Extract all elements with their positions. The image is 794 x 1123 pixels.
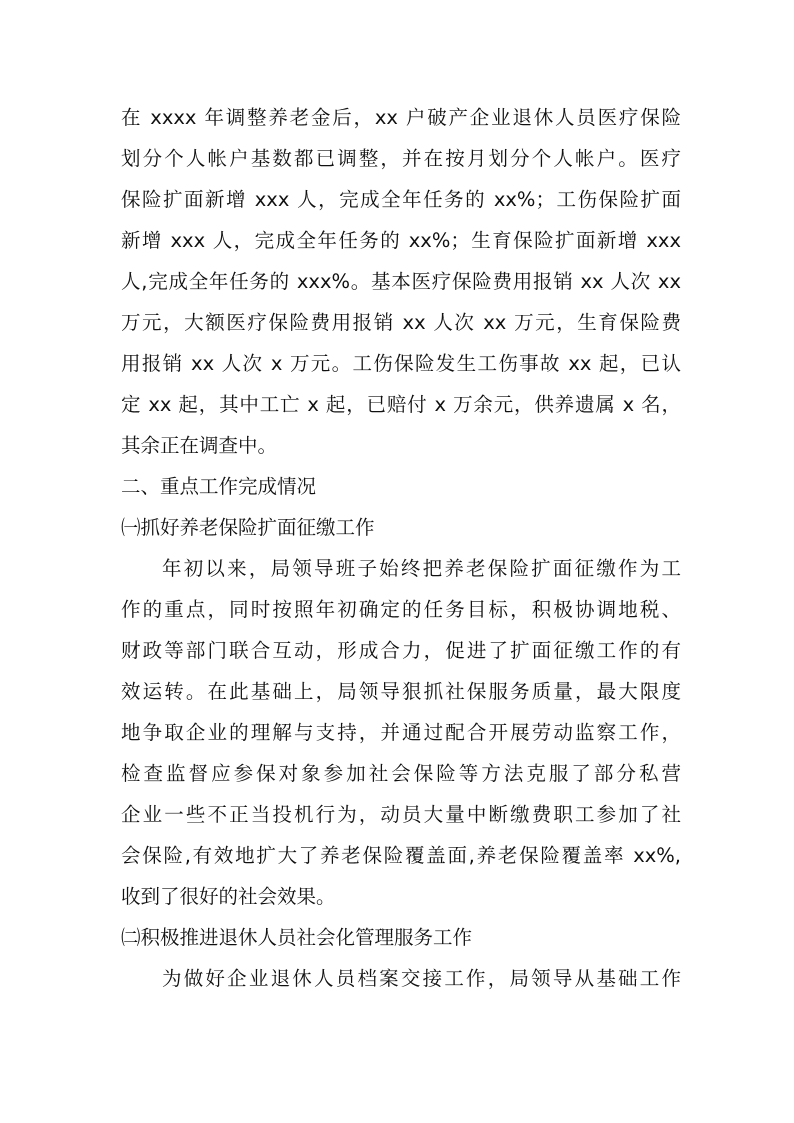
text-line: 作的重点，同时按照年初确定的任务目标，积极协调地税、: [121, 598, 681, 621]
text-line: 地争取企业的理解与支持，并通过配合开展劳动监察工作，: [121, 721, 681, 744]
text-line: 效运转。在此基础上，局领导狠抓社保服务质量，最大限度: [121, 680, 681, 703]
text-line: 财政等部门联合互动，形成合力，促进了扩面征缴工作的有: [121, 639, 681, 662]
document-body: [121, 97, 681, 999]
text-line: 年初以来，局领导班子始终把养老保险扩面征缴作为工: [162, 557, 681, 580]
text-line: 用报销 xx 人次 x 万元。工伤保险发生工伤事故 xx 起，已认: [121, 352, 681, 375]
text-line: 万元，大额医疗保险费用报销 xx 人次 xx 万元，生育保险费: [121, 311, 681, 334]
text-line: 会保险,有效地扩大了养老保险覆盖面,养老保险覆盖率 xx%,: [121, 844, 681, 867]
text-line: 定 xx 起，其中工亡 x 起，已赔付 x 万余元，供养遗属 x 名，: [121, 393, 681, 416]
subsection-heading: ㈡积极推进退休人员社会化管理服务工作: [121, 926, 473, 949]
text-line: 企业一些不正当投机行为，动员大量中断缴费职工参加了社: [121, 803, 681, 826]
text-line: 新增 xxx 人，完成全年任务的 xx%；生育保险扩面新增 xxx: [121, 229, 681, 252]
text-line: 为做好企业退休人员档案交接工作，局领导从基础工作: [162, 967, 681, 990]
text-line: 收到了很好的社会效果。: [121, 885, 336, 908]
subsection-heading: ㈠抓好养老保险扩面征缴工作: [121, 516, 375, 539]
text-line: 在 xxxx 年调整养老金后，xx 户破产企业退休人员医疗保险: [121, 106, 681, 129]
text-line: 划分个人帐户基数都已调整，并在按月划分个人帐户。医疗: [121, 147, 681, 170]
section-heading: 二、重点工作完成情况: [121, 475, 317, 498]
text-line: 保险扩面新增 xxx 人，完成全年任务的 xx%；工伤保险扩面: [121, 188, 681, 211]
text-line: 其余正在调查中。: [121, 434, 278, 457]
text-line: 人,完成全年任务的 xxx%。基本医疗保险费用报销 xx 人次 xx: [121, 270, 681, 293]
text-line: 检查监督应参保对象参加社会保险等方法克服了部分私营: [121, 762, 681, 785]
